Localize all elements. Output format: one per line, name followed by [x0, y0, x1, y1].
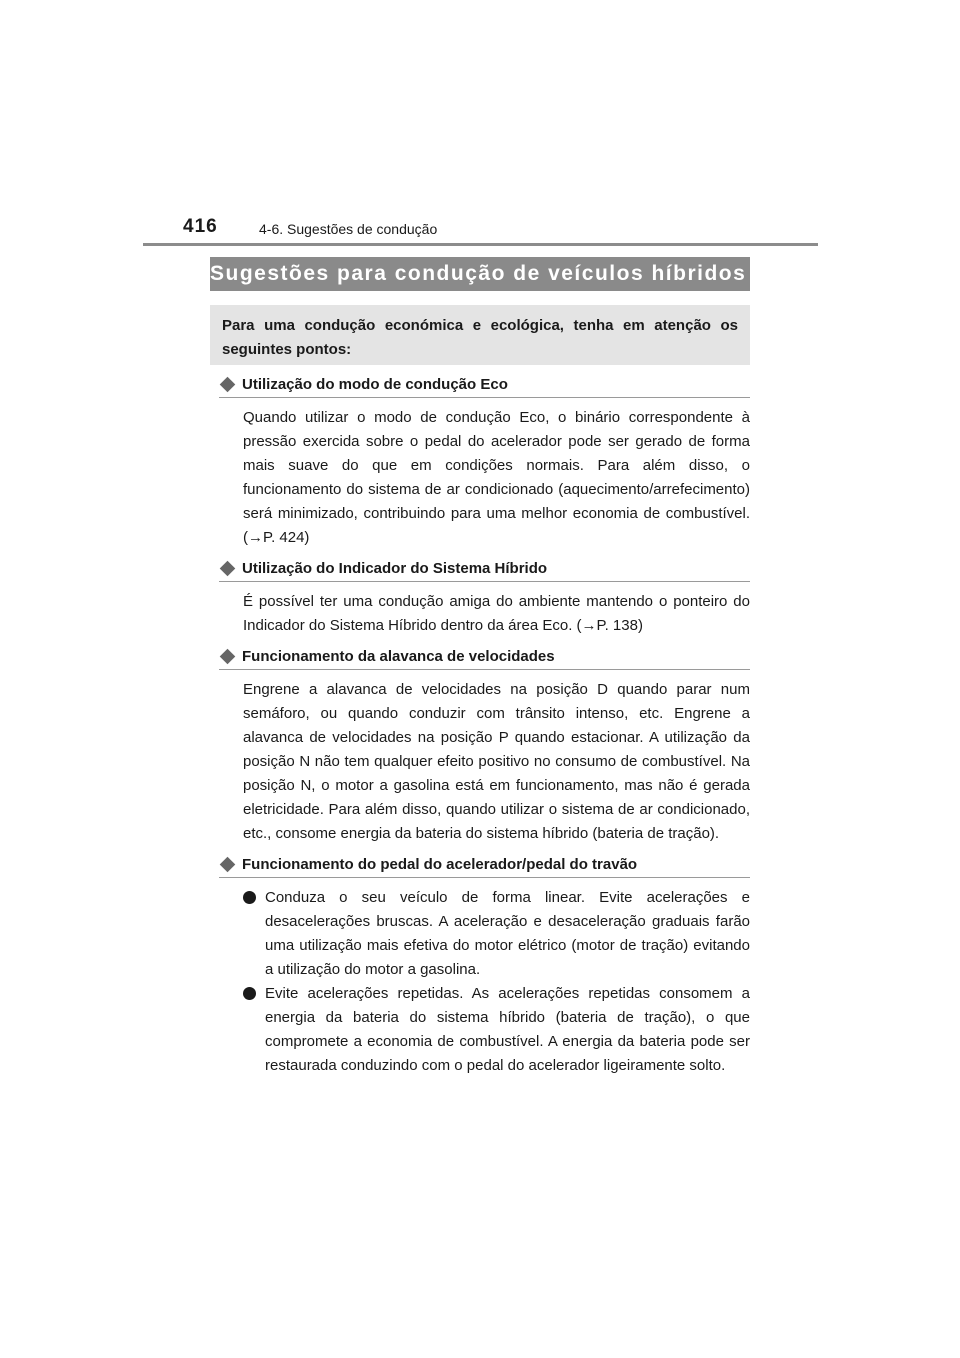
header-rule [143, 243, 818, 246]
section-heading [219, 856, 750, 878]
bullet-icon [243, 987, 256, 1000]
section-heading-text: Funcionamento do pedal do acelerador/pedal do travão [242, 856, 638, 873]
section-heading [219, 376, 750, 398]
list-item [243, 982, 750, 1078]
section-paragraph: Quando utilizar o modo de condução Eco, o binário correspondente à pressão exercida sobre o pedal do acelerador pode ser gerado de forma mais suave do que em condições normais. Para além disso, o funcionamento do sistema de ar condicionado (aquecimento/arrefecimento) será minimizado, contribuindo para uma melhor economia de combustível. (→P. 424) [243, 409, 750, 546]
section-paragraph: Engrene a alavanca de velocidades na posição D quando parar num semáforo, ou quando conduzir com trânsito intenso, etc. Engrene a alavanca de velocidades na posição P quando estacionar. A utilização da posição N não tem qualquer efeito positivo no consumo de combustível. Na posição N, o motor a gasolina está em funcionamento, mas não é gerada eletricidade. Para além disso, quando utilizar o sistema de ar condicionado, etc., consome energia da bateria do sistema híbrido (bateria de tração). [243, 681, 750, 842]
bullet-text: Evite acelerações repetidas. As acelerações repetidas consomem a energia da bateria do sistema híbrido (bateria de tração), o que compromete a economia de combustível. A energia da bateria pode ser restaurada conduzindo com o pedal do acelerador ligeiramente solto. [265, 985, 750, 1074]
bullet-icon [243, 891, 256, 904]
section-shift-lever [219, 648, 750, 846]
bullet-text: Conduza o seu veículo de forma linear. Evite acelerações e desacelerações bruscas. A aceleração e desaceleração graduais farão uma utilização mais efetiva do motor elétrico (motor de tração) evitando a utilização do motor a gasolina. [265, 889, 750, 978]
diamond-icon [220, 857, 236, 873]
page-number: 416 [183, 216, 218, 237]
section-heading [219, 560, 750, 582]
section-heading [219, 648, 750, 670]
list-item [243, 886, 750, 982]
section-paragraph: É possível ter uma condução amiga do ambiente mantendo o ponteiro do Indicador do Sistema Híbrido dentro da área Eco. (→P. 138) [243, 593, 750, 634]
section-path: 4-6. Sugestões de condução [259, 221, 438, 237]
section-hybrid-indicator [219, 560, 750, 638]
diamond-icon [220, 377, 236, 393]
diamond-icon [220, 561, 236, 577]
section-pedals [219, 856, 750, 1078]
section-heading-text: Utilização do Indicador do Sistema Híbrido [242, 560, 548, 577]
page-title: Sugestões para condução de veículos híbridos [210, 257, 750, 291]
section-heading-text: Funcionamento da alavanca de velocidades [242, 648, 555, 665]
diamond-icon [220, 649, 236, 665]
section-heading-text: Utilização do modo de condução Eco [242, 376, 508, 393]
content [219, 376, 750, 1088]
section-eco-mode [219, 376, 750, 550]
intro-box: Para uma condução económica e ecológica, tenha em atenção os seguintes pontos: [210, 305, 750, 365]
